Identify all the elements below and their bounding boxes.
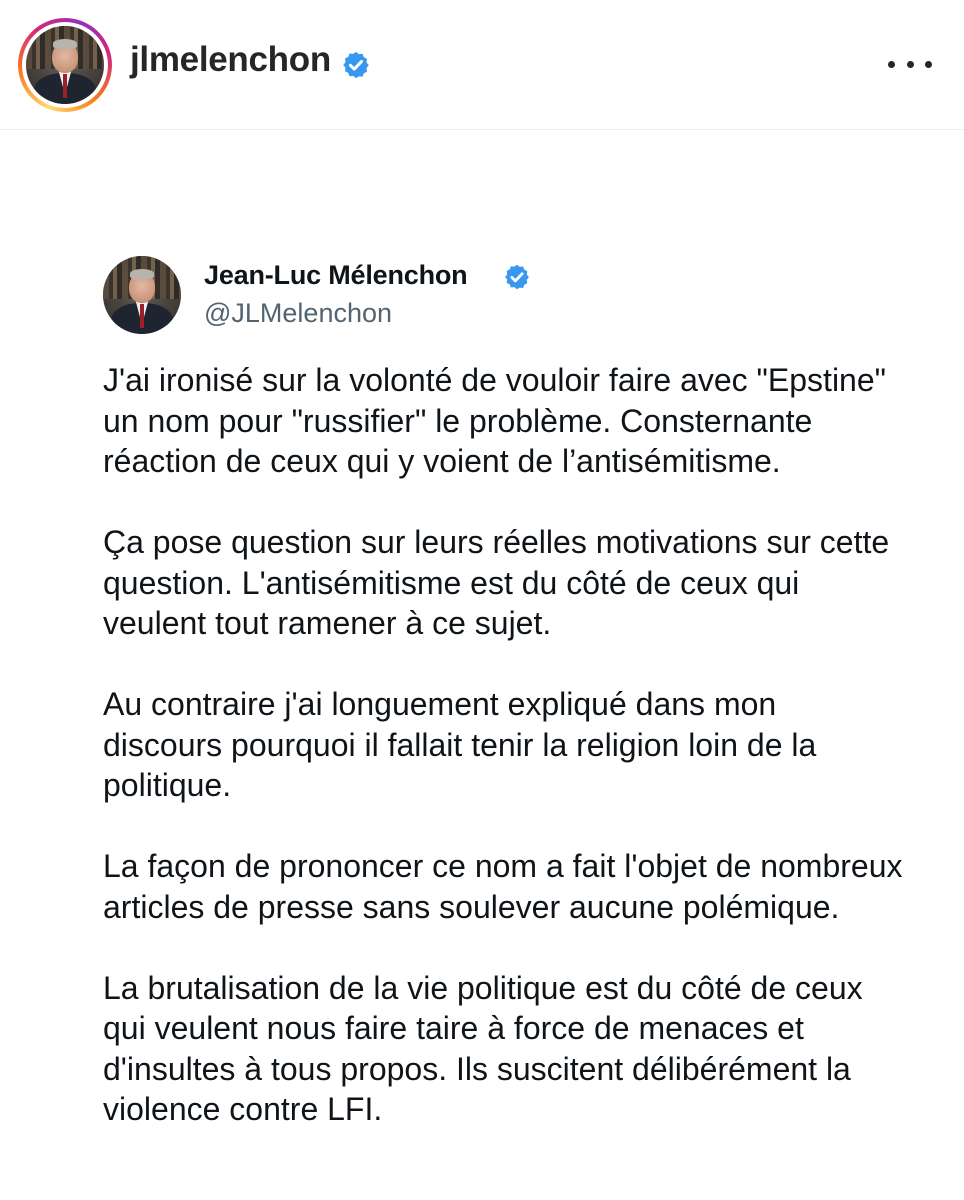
tweet-author-handle: @JLMelenchon [204, 298, 393, 328]
username-link[interactable]: jlmelenchon [130, 40, 331, 79]
embedded-tweet [0, 130, 964, 1200]
post-header [0, 0, 964, 130]
tweet-paragraph: La brutalisation de la vie politique est du côté de ceux qui veulent nous faire taire à force de menaces et d'insultes à tous propos. Ils suscitent délibérément la violence contre LFI. [103, 969, 863, 1127]
tweet-author-name: Jean-Luc Mélenchon [204, 260, 468, 290]
story-ring-avatar[interactable] [18, 18, 112, 112]
profile-avatar [26, 26, 104, 104]
tweet-paragraph: J'ai ironisé sur la volonté de vouloir faire avec "Epstine" un nom pour "russifier" le problème. Consternante réaction de ceux qui y voient de l’antisémitisme. [103, 362, 886, 479]
more-options-icon[interactable] [888, 52, 932, 76]
tweet-author-avatar [103, 256, 181, 334]
tweet-text [103, 360, 903, 1170]
tweet-paragraph: Au contraire j'ai longuement expliqué dans mon discours pourquoi il fallait tenir la religion loin de la politique. [103, 686, 817, 803]
verified-badge-icon [503, 263, 531, 291]
verified-badge-icon [341, 50, 371, 80]
tweet-paragraph: La façon de prononcer ce nom a fait l'objet de nombreux articles de presse sans soulever aucune polémique. [103, 848, 903, 925]
tweet-paragraph: Ça pose question sur leurs réelles motivations sur cette question. L'antisémitisme est du côté de ceux qui veulent tout ramener à ce sujet. [103, 524, 890, 641]
